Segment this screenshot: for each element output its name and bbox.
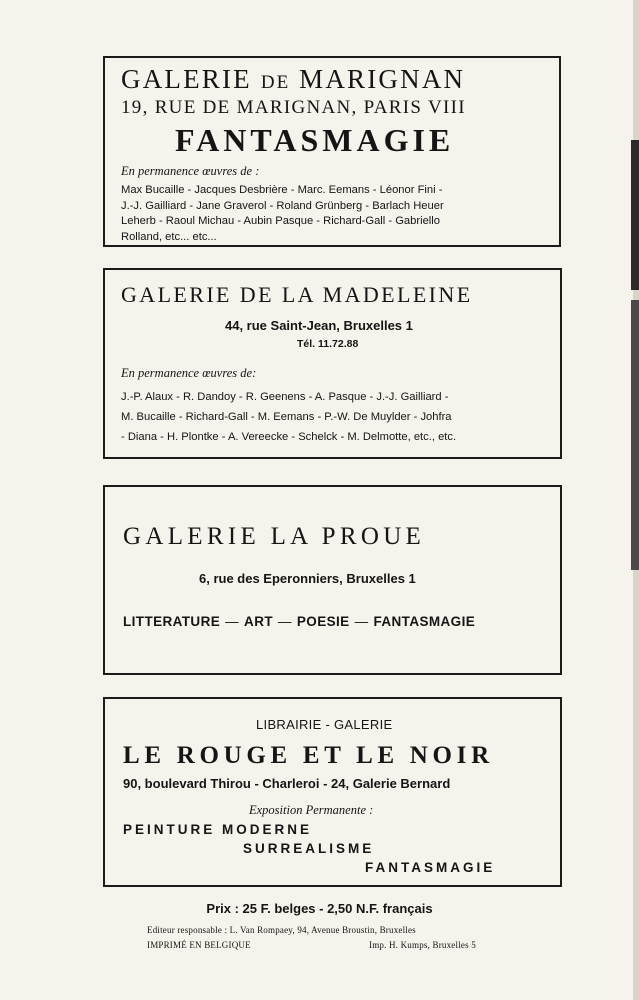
gallery-name <box>121 64 465 95</box>
gallery-address: 44, rue Saint-Jean, Bruxelles 1 <box>225 318 413 333</box>
dash-separator: — <box>225 614 240 629</box>
binding-shadow <box>631 300 639 570</box>
artist-list <box>121 183 551 246</box>
printer-credit: Imp. H. Kumps, Bruxelles 5 <box>369 940 476 950</box>
exposition-line: SURREALISME <box>243 841 375 856</box>
gallery-name-part: MARIGNAN <box>299 64 466 94</box>
gallery-name: GALERIE LA PROUE <box>123 523 426 550</box>
gallery-name-part: GALERIE <box>121 64 252 94</box>
gallery-name-part: DE <box>260 72 291 93</box>
theme-item: LITTERATURE <box>123 614 221 629</box>
artist-line: Max Bucaille - Jacques Desbrière - Marc. Eemans - Léonor Fini - <box>121 184 443 196</box>
shop-address: 90, boulevard Thirou - Charleroi - 24, Galerie Bernard <box>123 776 451 791</box>
exposition-label: Exposition Permanente : <box>249 803 374 817</box>
price-line: Prix : 25 F. belges - 2,50 N.F. français <box>206 901 433 916</box>
exposition-line: FANTASMAGIE <box>365 860 496 875</box>
artist-line: Leherb - Raoul Michau - Aubin Pasque - Richard-Gall - Gabriello <box>121 215 440 228</box>
gallery-address: 6, rue des Eperonniers, Bruxelles 1 <box>199 571 416 586</box>
gallery-phone: Tél. 11.72.88 <box>297 338 359 350</box>
artist-line: J.-P. Alaux - R. Dandoy - R. Geenens - A. Pasque - J.-J. Gailliard - <box>121 391 449 403</box>
shop-name: LE ROUGE ET LE NOIR <box>123 742 494 769</box>
artist-list <box>121 388 551 447</box>
gallery-name: GALERIE DE LA MADELEINE <box>121 282 473 307</box>
exhibition-title: FANTASMAGIE <box>175 122 455 158</box>
binding-shadow <box>631 140 639 290</box>
artist-line: Rolland, etc... etc... <box>121 231 217 244</box>
printed-in: IMPRIMÉ EN BELGIQUE <box>147 940 251 950</box>
ad-galerie-de-marignan <box>103 56 561 247</box>
theme-item: POESIE <box>296 614 350 629</box>
permanent-label: En permanence œuvres de : <box>121 164 260 178</box>
permanent-label: En permanence œuvres de: <box>121 366 257 380</box>
artist-line: M. Bucaille - Richard-Gall - M. Eemans - P.-W. De Muylder - Johfra <box>121 410 452 423</box>
theme-item: ART <box>244 614 273 629</box>
exposition-line: PEINTURE MODERNE <box>123 822 313 837</box>
ad-galerie-la-proue <box>103 485 562 675</box>
gallery-address: 19, RUE DE MARIGNAN, PARIS VIII <box>121 97 466 118</box>
editor-credit: Editeur responsable : L. Van Rompaey, 94, Avenue Broustin, Bruxelles <box>147 925 416 935</box>
dash-separator: — <box>354 614 369 629</box>
theme-item: FANTASMAGIE <box>373 614 476 629</box>
dash-separator: — <box>278 614 292 629</box>
artist-line: - Diana - H. Plontke - A. Vereecke - Schelck - M. Delmotte, etc., etc. <box>121 430 457 443</box>
shop-type: LIBRAIRIE - GALERIE <box>256 717 393 732</box>
ad-galerie-de-la-madeleine <box>103 268 562 459</box>
artist-line: J.-J. Gailliard - Jane Graverol - Roland Grünberg - Barlach Heuer <box>121 199 444 212</box>
ad-le-rouge-et-le-noir <box>103 697 562 887</box>
theme-list <box>123 614 475 629</box>
